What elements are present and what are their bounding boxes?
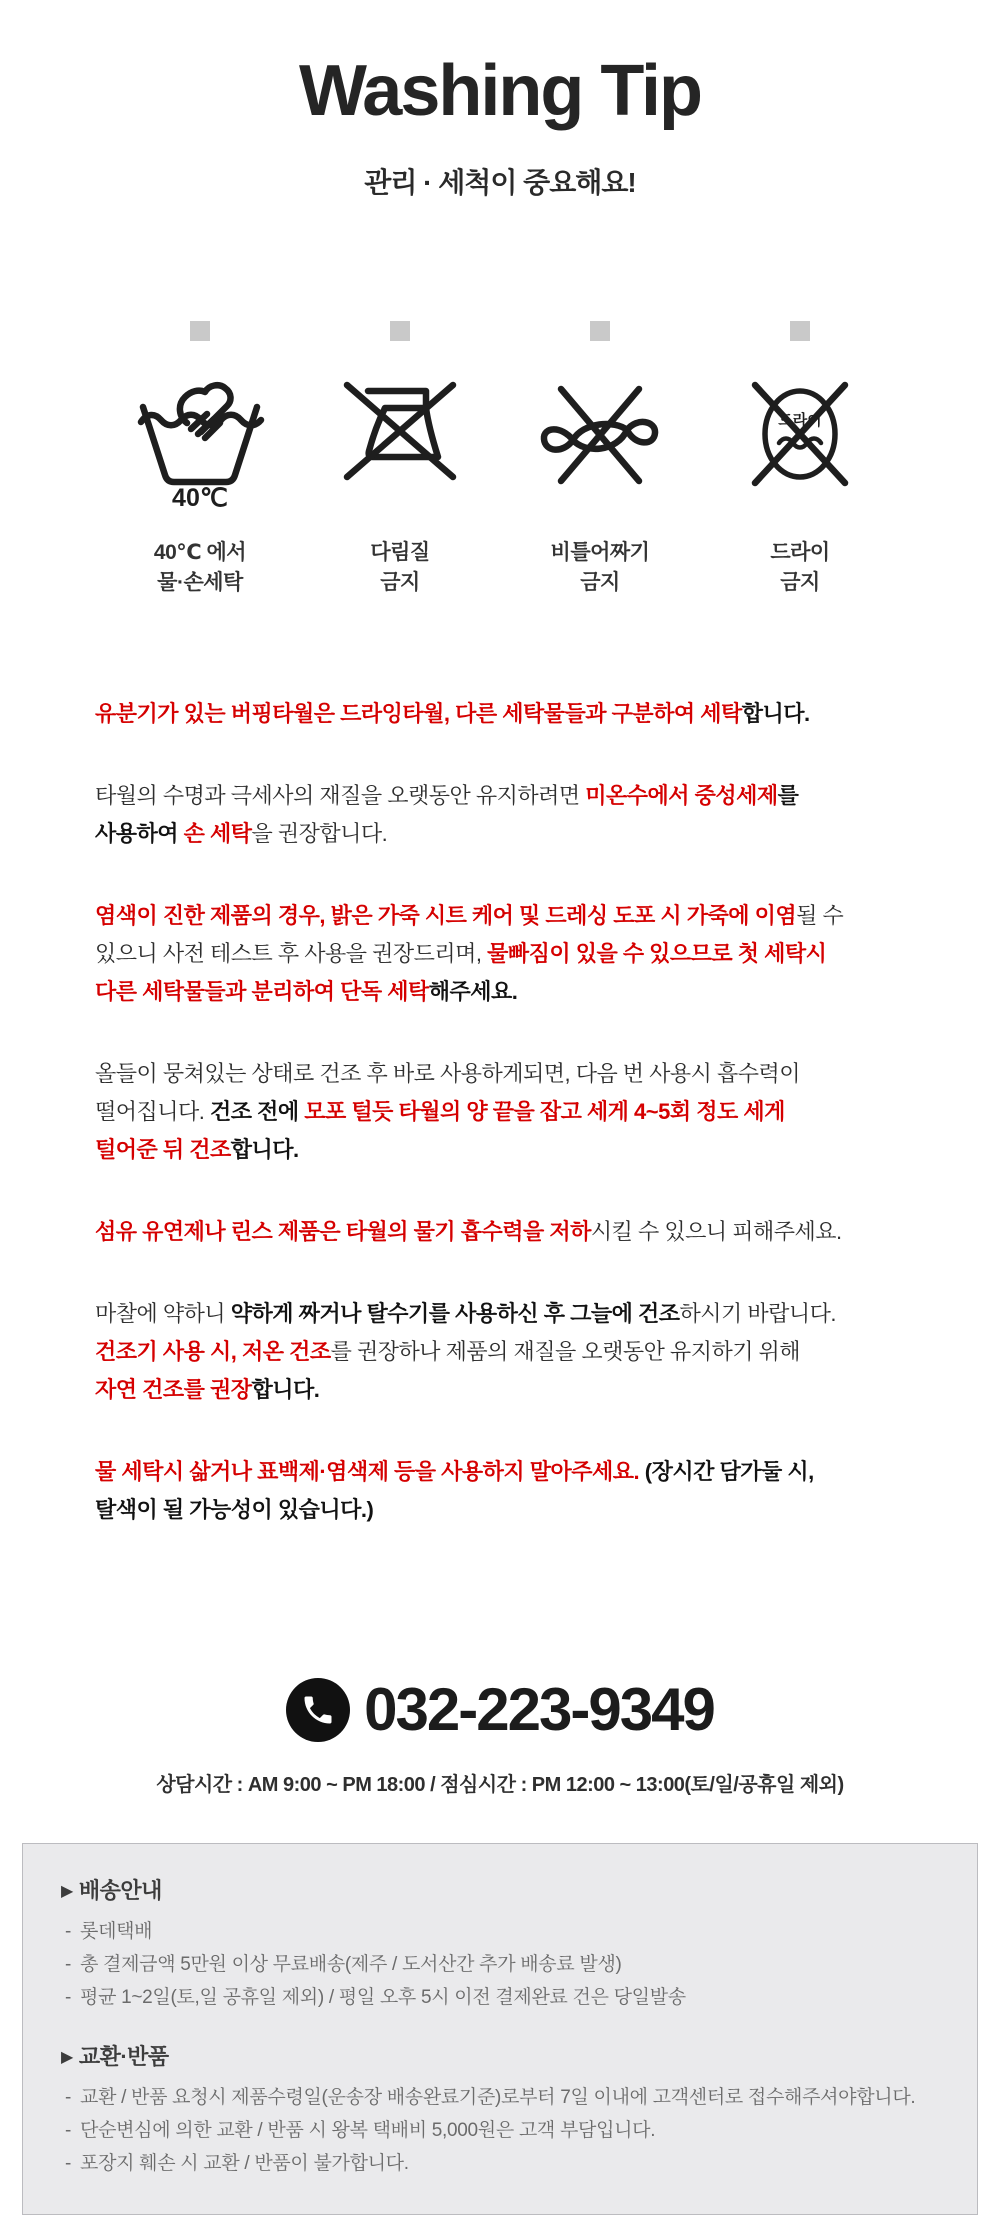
phone-icon xyxy=(286,1678,350,1742)
shipping-info-section xyxy=(61,1874,953,2014)
text-run: 합니다. xyxy=(741,701,810,726)
handwash-40-icon xyxy=(135,377,265,509)
care-label-line2: 금지 xyxy=(580,571,620,594)
text-line xyxy=(95,1453,905,1491)
page-subtitle: 관리 · 세척이 중요해요! xyxy=(364,167,636,198)
washing-note-paragraph xyxy=(95,1453,905,1529)
text-run: 를 권장하나 제품의 재질을 오랫동안 유지하기 위해 xyxy=(330,1339,801,1364)
text-run: 해주세요. xyxy=(428,979,518,1004)
washing-note-paragraph xyxy=(95,777,905,853)
square-bullet xyxy=(590,321,610,341)
text-run: 약하게 짜거나 탈수기를 사용하신 후 그늘에 건조 xyxy=(230,1301,680,1326)
text-run: 미온수에서 중성세제 xyxy=(585,783,778,808)
exchange-return-section xyxy=(61,2040,953,2180)
item-dash-marker: - xyxy=(65,2153,72,2174)
phone-receiver-icon xyxy=(300,1692,336,1728)
text-run: 떨어집니다. xyxy=(95,1099,210,1124)
text-line xyxy=(95,815,905,853)
care-col-handwash xyxy=(100,321,300,598)
text-run: 있으니 사전 테스트 후 사용을 권장드리며, xyxy=(95,941,488,966)
text-line xyxy=(95,1333,905,1371)
text-run: 유분기가 있는 버핑타월은 드라잉타월, 다른 세탁물들과 구분하여 세탁 xyxy=(95,701,742,726)
section-title: 배송안내 xyxy=(78,1878,162,1903)
item-text: 교환 / 반품 요청시 제품수령일(운송장 배송완료기준)로부터 7일 이내에 고객센터로 접수해주셔야합니다. xyxy=(75,2087,916,2108)
text-run: 손 세탁 xyxy=(183,821,252,846)
text-run: 마찰에 약하니 xyxy=(95,1301,231,1326)
washing-note-paragraph xyxy=(95,1055,905,1169)
text-line xyxy=(95,1093,905,1131)
text-line xyxy=(95,973,905,1011)
care-col-no-wring xyxy=(500,321,700,598)
dry-inner-text: 드라이 xyxy=(778,412,822,429)
care-label-line1: 비틀어짜기 xyxy=(550,541,650,564)
item-text: 단순변심에 의한 교환 / 반품 시 왕복 택배비 5,000원은 고객 부담입니다. xyxy=(75,2120,656,2141)
item-dash-marker: - xyxy=(65,2087,72,2108)
care-label-line1: 드라이 xyxy=(770,541,830,564)
care-col-no-dryclean xyxy=(700,321,900,598)
shipping-info-items xyxy=(61,1915,953,2014)
info-box-item xyxy=(65,1915,953,1948)
care-label-line1: 40℃ 에서 xyxy=(153,541,247,564)
washing-note-paragraph xyxy=(95,897,905,1011)
no-dryclean-icon xyxy=(735,377,865,487)
care-symbol-row xyxy=(0,321,1000,598)
item-dash-marker: - xyxy=(65,1987,72,2008)
text-run: 물빠짐이 있을 수 있으므로 첫 세탁시 xyxy=(487,941,827,966)
text-run: 될 수 xyxy=(796,903,844,928)
info-box-item xyxy=(65,1948,953,1981)
text-line xyxy=(95,897,905,935)
text-run: 건조 전에 xyxy=(210,1099,305,1124)
page-title: Washing Tip xyxy=(299,51,701,131)
info-box xyxy=(22,1843,978,2215)
text-run: 을 권장합니다. xyxy=(251,821,388,846)
text-run: 하시기 바랍니다. xyxy=(679,1301,836,1326)
text-run: 합니다. xyxy=(230,1137,299,1162)
item-dash-marker: - xyxy=(65,1921,72,1942)
info-box-item xyxy=(65,2081,953,2114)
item-text: 총 결제금액 5만원 이상 무료배송(제주 / 도서산간 추가 배송료 발생) xyxy=(75,1954,622,1975)
triangle-bullet-icon: ▶ xyxy=(61,1883,73,1900)
section-title: 교환·반품 xyxy=(78,2044,169,2069)
text-run: 염색이 진한 제품의 경우, 밝은 가죽 시트 케어 및 드레싱 도포 시 가죽에 이염 xyxy=(95,903,797,928)
text-run: 사용하여 xyxy=(95,821,184,846)
text-run: 올들이 뭉쳐있는 상태로 건조 후 바로 사용하게되면, 다음 번 사용시 흡수력이 xyxy=(95,1061,801,1086)
item-dash-marker: - xyxy=(65,2120,72,2141)
text-run: 합니다. xyxy=(251,1377,320,1402)
text-run: (장시간 담가둘 시, xyxy=(644,1459,814,1484)
phone-number: 032-223-9349 xyxy=(364,1676,714,1743)
washing-note-paragraph xyxy=(95,1295,905,1409)
square-bullet xyxy=(390,321,410,341)
consult-hours: 상담시간 : AM 9:00 ~ PM 18:00 / 점심시간 : PM 12:00 ~ 13:00(토/일/공휴일 제외) xyxy=(156,1774,844,1796)
care-col-no-iron xyxy=(300,321,500,598)
item-dash-marker: - xyxy=(65,1954,72,1975)
info-box-item xyxy=(65,1981,953,2014)
text-run: 모포 털듯 타월의 양 끝을 잡고 세게 4~5회 정도 세게 xyxy=(304,1099,785,1124)
text-run: 탈색이 될 가능성이 있습니다.) xyxy=(95,1497,374,1522)
text-line xyxy=(95,935,905,973)
text-line xyxy=(95,1213,905,1251)
text-run: 털어준 뒤 건조 xyxy=(95,1137,231,1162)
info-box-item xyxy=(65,2114,953,2147)
square-bullet xyxy=(190,321,210,341)
text-run: 자연 건조를 권장 xyxy=(95,1377,252,1402)
care-label-line2: 물·손세탁 xyxy=(157,571,243,594)
item-text: 롯데택배 xyxy=(75,1921,153,1942)
washing-notes xyxy=(0,695,1000,1529)
text-run: 다른 세탁물들과 분리하여 단독 세탁 xyxy=(95,979,429,1004)
text-line xyxy=(95,1371,905,1409)
triangle-bullet-icon: ▶ xyxy=(61,2049,73,2066)
washing-note-paragraph xyxy=(95,695,905,733)
exchange-return-items xyxy=(61,2081,953,2180)
text-run: 물 세탁시 삶거나 표백제·염색제 등을 사용하지 말아주세요. xyxy=(95,1459,645,1484)
item-text: 평균 1~2일(토,일 공휴일 제외) / 평일 오후 5시 이전 결제완료 건은 당일발송 xyxy=(75,1987,686,2008)
care-label-line2: 금지 xyxy=(780,571,820,594)
care-label-line2: 금지 xyxy=(380,571,420,594)
text-run: 건조기 사용 시, 저온 건조 xyxy=(95,1339,331,1364)
square-bullet xyxy=(790,321,810,341)
care-label-line1: 다림질 xyxy=(370,541,430,564)
no-iron-icon xyxy=(335,377,465,487)
text-run: 섬유 유연제나 린스 제품은 타월의 물기 흡수력을 저하 xyxy=(95,1219,591,1244)
text-line xyxy=(95,777,905,815)
phone-row xyxy=(0,1675,1000,1744)
item-text: 포장지 훼손 시 교환 / 반품이 불가합니다. xyxy=(75,2153,409,2174)
info-box-item xyxy=(65,2147,953,2180)
text-line xyxy=(95,1295,905,1333)
temp-label: 40℃ xyxy=(172,484,228,509)
text-line xyxy=(95,1131,905,1169)
text-line xyxy=(95,695,905,733)
text-run: 시킬 수 있으니 피해주세요. xyxy=(590,1219,842,1244)
washing-note-paragraph xyxy=(95,1213,905,1251)
text-run: 를 xyxy=(777,783,799,808)
text-line xyxy=(95,1491,905,1529)
text-run: 타월의 수명과 극세사의 재질을 오랫동안 유지하려면 xyxy=(95,783,586,808)
no-wring-icon xyxy=(535,377,665,487)
text-line xyxy=(95,1055,905,1093)
